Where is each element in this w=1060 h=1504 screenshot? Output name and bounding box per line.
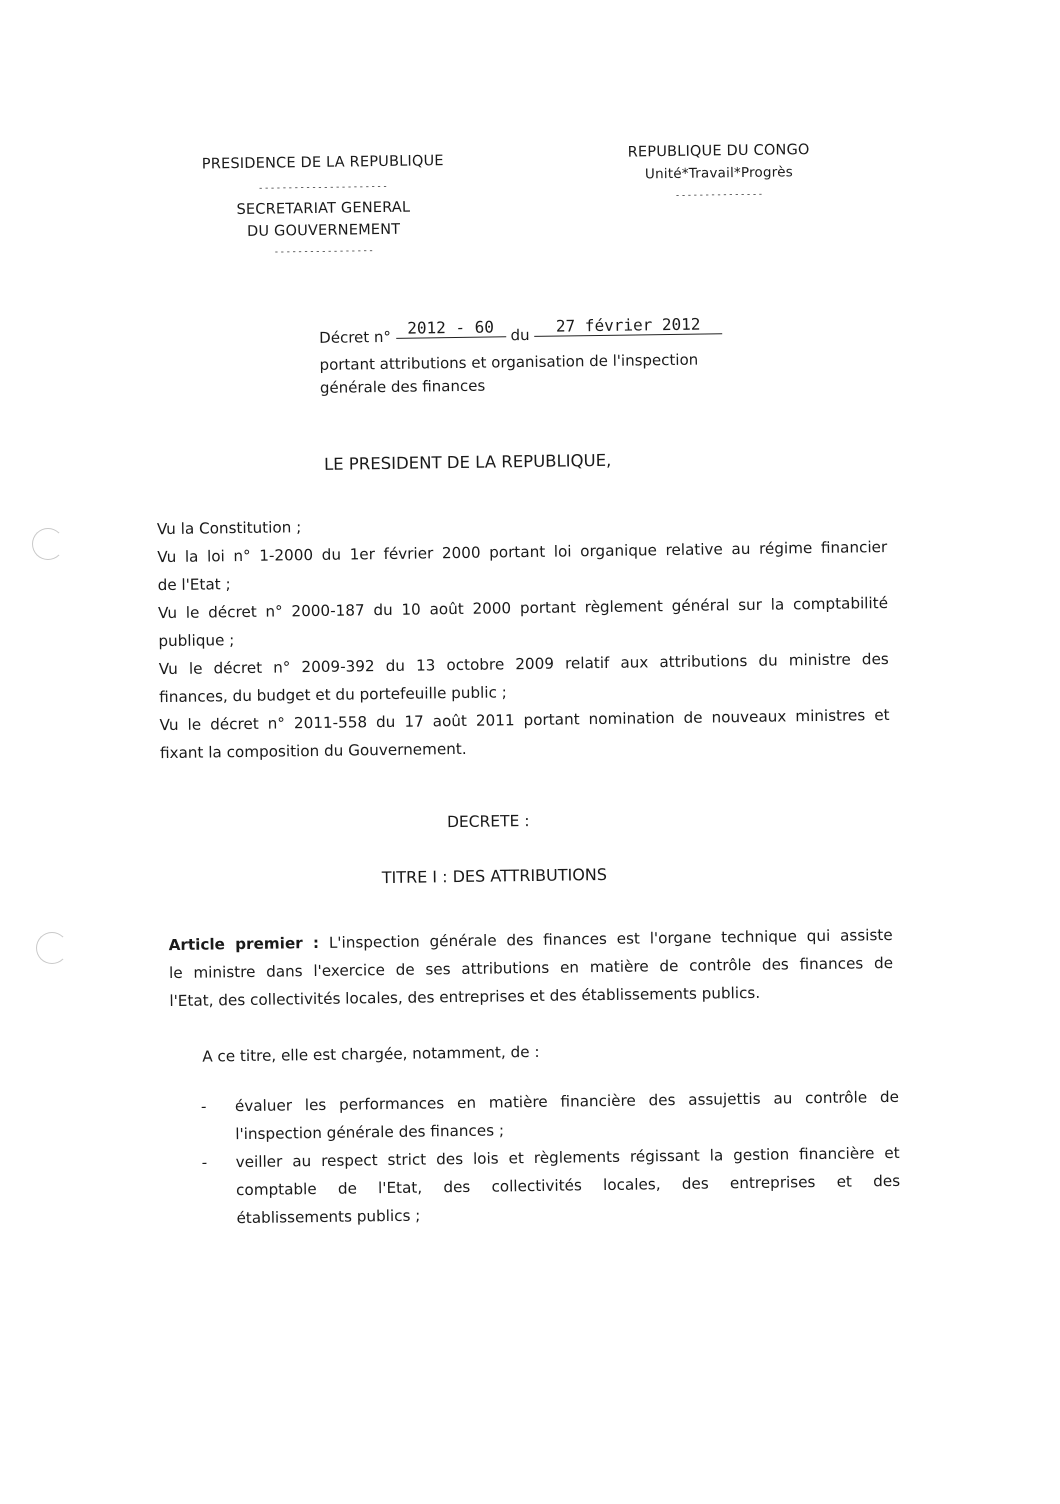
header-motto: Unité*Travail*Progrès	[644, 164, 794, 183]
consideration-decret-2000-line-1: Vu le décret n° 2000-187 du 10 août 2000 portant règlement général sur la comptabilité	[157, 593, 889, 623]
titre-heading: TITRE I : DES ATTRIBUTIONS	[381, 864, 608, 888]
header-left-separator-2: -----------------	[273, 246, 375, 258]
header-right-separator: ---------------	[674, 189, 764, 201]
bullet-dash: -	[200, 1097, 207, 1116]
attributions-list	[201, 1083, 901, 1233]
article-premier-line-2: le ministre dans l'exercice de ses attributions en matière de contrôle des finances de	[168, 953, 894, 983]
decree-prefix: Décret n°	[319, 327, 392, 347]
header-gouvernement: DU GOUVERNEMENT	[247, 221, 401, 240]
considerations	[157, 505, 890, 767]
article-premier	[168, 921, 893, 1015]
punch-hole-mark	[36, 932, 68, 964]
article-premier-line-3: l'Etat, des collectivités locales, des entreprises et des établissements publics.	[169, 983, 761, 1011]
consideration-decret-2009-line-2: finances, du budget et du portefeuille public ;	[159, 683, 507, 707]
decree-date: 27 février 2012	[534, 314, 722, 337]
decree-reference	[319, 314, 722, 348]
list-item	[201, 1083, 900, 1149]
header-secretariat: SECRETARIAT GENERAL	[236, 199, 411, 219]
bullet-1-line-1: évaluer les performances en matière financière des assujettis au contrôle de	[234, 1087, 900, 1116]
consideration-decret-2011-line-1: Vu le décret n° 2011-558 du 17 août 2011 portant nomination de nouveaux ministres et	[159, 705, 890, 735]
header-left-separator-1: ----------------------	[257, 181, 389, 194]
consideration-loi-line-2: de l'Etat ;	[157, 575, 231, 595]
decree-subject-line-2: générale des finances	[319, 376, 486, 397]
decree-du: du	[510, 325, 530, 345]
header-presidence: PRESIDENCE DE LA REPUBLIQUE	[201, 153, 444, 173]
article-premier-text-1: L'inspection générale des finances est l'organe technique qui assiste	[328, 925, 893, 952]
consideration-constitution: Vu la Constitution ;	[156, 518, 302, 539]
bullet-2-line-3: établissements publics ;	[236, 1206, 421, 1228]
article-premier-label: Article premier :	[168, 933, 320, 955]
consideration-decret-2000-line-2: publique ;	[158, 631, 235, 651]
bullet-2-line-2: comptable de l'Etat, des collectivités locales, des entreprises et des	[235, 1171, 901, 1200]
punch-hole-mark	[32, 528, 64, 560]
consideration-loi-line-1: Vu la loi n° 1-2000 du 1er février 2000 portant loi organique relative au régime financier	[157, 537, 888, 567]
president-title: LE PRESIDENT DE LA REPUBLIQUE,	[323, 450, 612, 474]
consideration-decret-2011-line-2: fixant la composition du Gouvernement.	[159, 739, 467, 763]
header-republique: REPUBLIQUE DU CONGO	[627, 142, 810, 161]
list-item	[202, 1139, 901, 1233]
bullet-dash: -	[201, 1153, 208, 1172]
decree-number: 2012 - 60	[395, 317, 505, 339]
consideration-decret-2009-line-1: Vu le décret n° 2009-392 du 13 octobre 2009 relatif aux attributions du ministre des	[158, 649, 889, 679]
attributions-intro: A ce titre, elle est chargée, notamment, de :	[202, 1042, 540, 1066]
decree-subject-line-1: portant attributions et organisation de l'inspection	[319, 350, 699, 374]
decrete-heading: DECRETE :	[446, 812, 530, 832]
bullet-2-line-1: veiller au respect strict des lois et règlements régissant la gestion financière et	[235, 1143, 900, 1172]
bullet-1-line-2: l'inspection générale des finances ;	[235, 1121, 505, 1144]
